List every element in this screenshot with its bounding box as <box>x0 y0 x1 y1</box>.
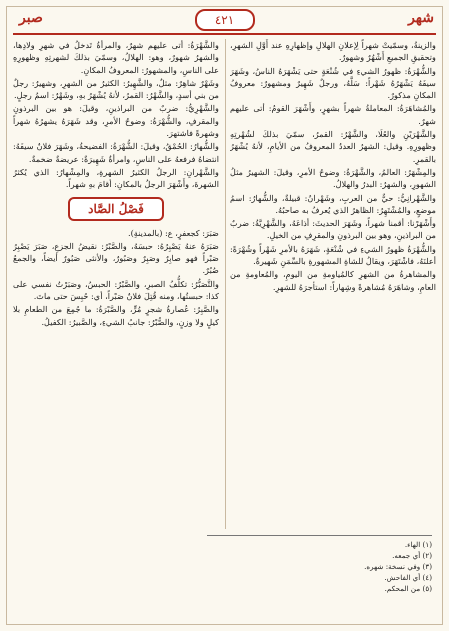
paragraph: وأَشْهَرْنا: أقمنا شهراً، وشَهَرَ الحديثَ: أذاعَهُ، والشَّهْرِيَّةُ: ضربٌ من البراذينِ، وهو بين البرذونِ والمقرِفِ من الخيلِ. <box>230 218 436 241</box>
paragraph: والشَّهْرانِ: الرجلُ الكثيرُ الشهرةِ، والمِشْهارُ: الذي يُكثرُ الشهرةَ، وأَشْهَرَ الرجلُ بالمكانِ: أقامَ بهِ شهراً. <box>13 166 219 190</box>
footnote: (١) الهاء. <box>404 540 432 549</box>
header-rule <box>13 33 436 35</box>
paragraph: والتَّصَبُّرُ: تكلُّفُ الصبرِ، والصَّبْرُ: الحبسُ، وصَبَرْتُ نفسي على كذا: حبستُها، ومنه قُتِلَ فلانٌ صَبْراً، أي: حُبِسَ حتى ماتَ. <box>13 278 219 302</box>
header-right-word: شهر <box>408 10 434 26</box>
paragraph: والشُّهْرَةُ ظهورُ الشيءِ في شُنْعَةٍ، شَهَرَهُ بالأمرِ شَهْراً وشُهْرَةً: أعلنَهُ، فاشْتَهَرَ، ويقالُ للشاةِ المشهورةِ بالسِّمَنِ شَهيرةٌ. <box>230 243 436 267</box>
page-number: ٤٢١ <box>195 9 255 31</box>
left-column <box>13 39 219 529</box>
paragraph: والمِشْهَرُ: العالمُ، والشَّهْرَةُ: وضوحُ الأمرِ، وقيلَ: الشهيرُ مثلُ الشهورِ، والشهرُ: البدرُ والهلالُ. <box>230 166 436 190</box>
section-title: فَصْلُ الصَّاد <box>68 197 164 221</box>
paragraph: وشَهْرٌ شاهِرٌ: مثلٌ، والشَّهِيرُ: الكثيرُ من الشهرِ، وشهيرٌ: رجلٌ من بني أسدٍ، والشَّهْرُ: القمرُ، لأنهُ يُشْهَرُ بهِ، وشَهْرٌ: اسمُ رجلٍ. <box>13 77 219 101</box>
paragraph: صَبَرَهُ عنهُ يَصْبِرُهُ: حبسَهُ، والصَّبْرُ: نقيضُ الجزعِ، صَبَرَ يَصْبِرُ صَبْراً فهو صابِرٌ وصَبِرٌ وصَبُورٌ، والأنثى صَبُورٌ أيضاً، والجمعُ صُبُرٌ. <box>13 240 219 276</box>
paragraph: والشَّهْرَةُ: أتى عليهم شهرٌ، والمرأةُ تَدخلُ في شهرِ ولادِها، والشهرُ شهورٌ، وهو: الهلالُ، وسمّيَ بذلكَ لشهرتِهِ وظهورِهِ على الناسِ، والمشهورُ: المعروفُ المكانِ. <box>13 40 219 75</box>
paragraph: والشَّهْرِيُّ: ضربٌ من البراذينِ، وقيلَ: هو بين البرذونِ والمقرفِ، والشُّهْرَةُ: وضوحُ الأمرِ، وقد شَهَرَهُ يشهرُهُ شهراً وشهرةً فاشتهرَ. <box>13 103 219 139</box>
paragraph: والشَّهْرانِيُّ: حيٌّ من العربِ، وشَهْرانُ: قبيلةٌ، والشُّهارُ: اسمُ موضعٍ، والمُشْتَهِرُ: الظاهرُ الذي يُعرفُ به صاحبُهُ. <box>230 192 436 215</box>
footnote-rule <box>207 535 432 536</box>
footnote: (٥) من المحكم. <box>384 584 432 593</box>
text-columns <box>13 39 436 529</box>
paragraph: والشُّهْرَةُ: ظهورُ الشيءِ في شُنْعَةٍ حتى يَشْهَرَهُ الناسُ، وشَهَرَ سيفَهُ يَشْهَرُهُ شَهْراً: سَلَّهُ، ورجلٌ شَهِيرٌ ومشهورٌ: معروفُ المكانِ مذكورٌ. <box>230 65 436 101</box>
paragraph: والمشاهرةُ من الشهرِ كالمُياومةِ من اليومِ، والمُعاومةِ من العامِ، وشاهَرَهُ مُشاهرةً وشِهاراً: استأجرَهُ للشهرِ. <box>230 269 436 292</box>
book-page <box>6 6 443 625</box>
paragraph: والصَّبِرُ: عُصارةُ شجرٍ مُرٍّ، والصَّبْرَةُ: ما جُمِعَ من الطعامِ بلا كيلٍ ولا وزنٍ، والصُّبْرُ: جانبُ الشيءِ، والصَّبيرُ: الكفيلُ. <box>13 304 219 327</box>
page-header <box>7 7 442 35</box>
paragraph: والزينةُ، وسمّيتْ شهراً لِإعلانِ الهلالِ وإظهارِهِ عند أَوَّلِ الشهرِ، وتحقيقِ الجميعِ أَشْهُرٌ وشهورٌ. <box>230 40 436 63</box>
paragraph: والمُشاهَرَةُ: المعاملةُ شهراً بشهرٍ، وأَشْهَرَ القومُ: أتى عليهم شهرٌ. <box>230 103 436 126</box>
header-left-word: صبر <box>19 10 43 26</box>
paragraph: والشَّهْرَيْنِ والعُلَا، والشَّهْرُ: القمرُ، سمّيَ بذلكَ لشُهْرتِهِ وظهورِهِ. وقيل: الشهرُ العددُ المعروفُ من الأيامِ، لأنهُ يُشْهَرُ بالقمرِ. <box>230 129 436 164</box>
paragraph: والشُّهارُ: الحُمْقُ، وقيلَ: الشُّهْرَةُ: الفضيحةُ، وشَهَرَ فلانٌ سيفَهُ: انتضاهُ فرفعهُ على الناسِ، وامرأةٌ شَهِيرَةٌ: عريضةٌ ضخمةٌ. <box>13 141 219 164</box>
paragraph: صَبَرَ: كجعفرٍ، ع: (بالمدينةِ). <box>127 227 219 238</box>
footnote: (٣) وفي نسخة: شهره. <box>364 562 432 571</box>
footnote: (٢) أي جمعه. <box>392 551 432 560</box>
right-column <box>230 39 436 529</box>
column-divider <box>225 39 226 529</box>
footnote: (٤) أي الفاحش. <box>384 573 432 582</box>
footnotes <box>17 539 432 594</box>
